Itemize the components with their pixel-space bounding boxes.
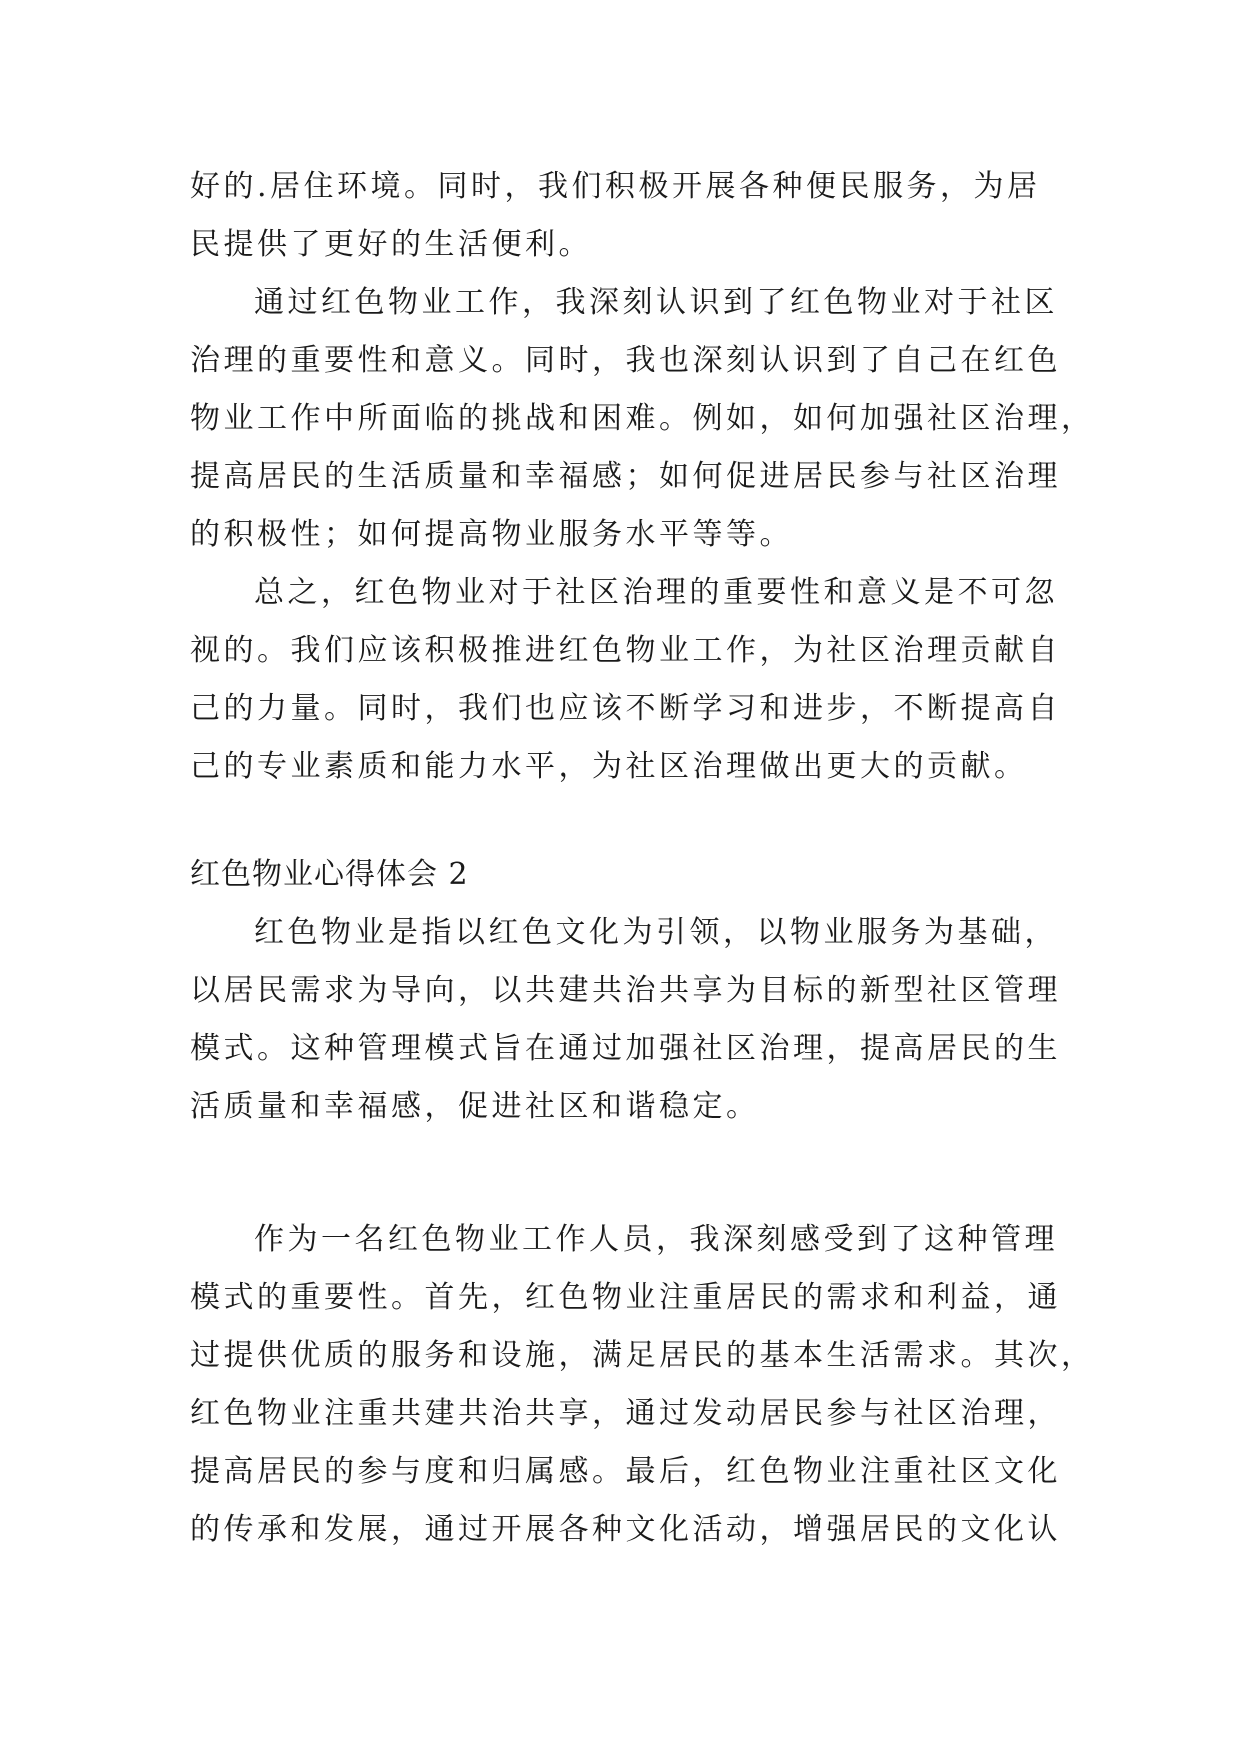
paragraph-experience [190,1211,1095,1559]
section-spacer [190,796,1056,846]
paragraph-definition [190,904,1061,1136]
section-heading: 红色物业心得体会 2 [190,857,469,892]
text-line: 己的力量。同时，我们也应该不断学习和进步，不断提高自 [190,691,1061,726]
text-line: 作为一名红色物业工作人员，我深刻感受到了这种管理 [254,1222,1058,1257]
text-line: 的积极性；如何提高物业服务水平等等。 [190,517,793,552]
paragraph-spacer [190,1136,1056,1211]
text-line: 总之，红色物业对于社区治理的重要性和意义是不可忽 [254,575,1058,610]
text-line: 己的专业素质和能力水平，为社区治理做出更大的贡献。 [190,749,1028,784]
text-line: 提高居民的生活质量和幸福感；如何促进居民参与社区治理 [190,459,1061,494]
text-line: 好的.居住环境。同时，我们积极开展各种便民服务，为居 [190,169,1041,204]
paragraph-conclusion [190,564,1061,796]
text-line: 视的。我们应该积极推进红色物业工作，为社区治理贡献自 [190,633,1061,668]
text-line: 活质量和幸福感，促进社区和谐稳定。 [190,1089,760,1124]
paragraph-reflection [190,274,1095,564]
text-line: 红色物业是指以红色文化为引领，以物业服务为基础， [254,915,1058,950]
text-line: 通过红色物业工作，我深刻认识到了红色物业对于社区 [254,285,1058,320]
text-line: 过提供优质的服务和设施，满足居民的基本生活需求。其次， [190,1338,1095,1373]
continuation-paragraph [190,158,1056,274]
document-page [190,158,1095,1559]
text-line: 的传承和发展，通过开展各种文化活动，增强居民的文化认 [190,1512,1061,1547]
text-line: 物业工作中所面临的挑战和困难。例如，如何加强社区治理， [190,401,1095,436]
text-line: 治理的重要性和意义。同时，我也深刻认识到了自己在红色 [190,343,1061,378]
text-line: 民提供了更好的生活便利。 [190,227,592,262]
text-line: 以居民需求为导向，以共建共治共享为目标的新型社区管理 [190,973,1061,1008]
text-line: 模式的重要性。首先，红色物业注重居民的需求和利益，通 [190,1280,1061,1315]
text-line: 红色物业注重共建共治共享，通过发动居民参与社区治理， [190,1396,1061,1431]
text-line: 提高居民的参与度和归属感。最后，红色物业注重社区文化 [190,1454,1061,1489]
text-line: 模式。这种管理模式旨在通过加强社区治理，提高居民的生 [190,1031,1061,1066]
